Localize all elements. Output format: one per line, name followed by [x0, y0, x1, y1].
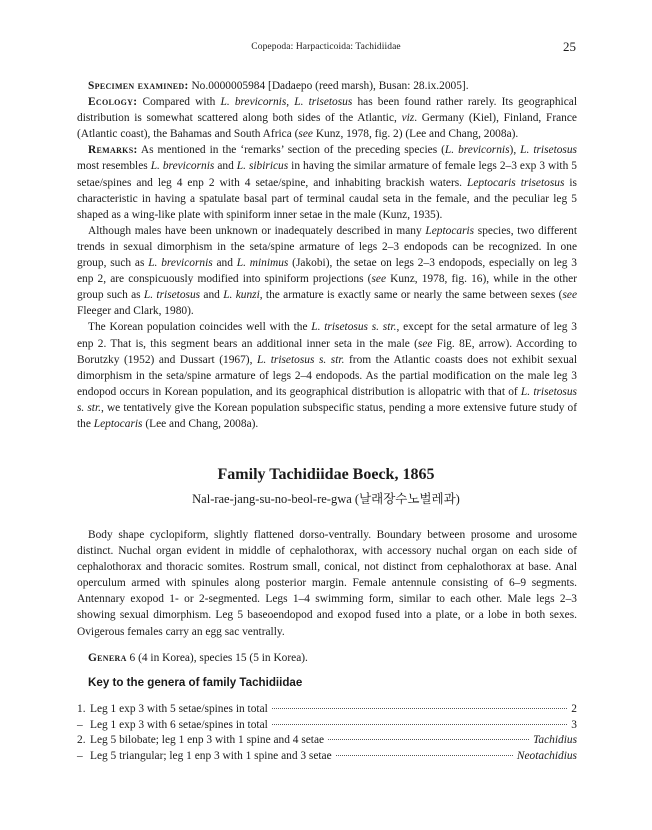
key-couplet-target: 2	[571, 703, 577, 715]
key-leader-dots	[336, 755, 513, 756]
family-subtitle: Nal-rae-jang-su-no-beol-re-gwa (날래장수노벌레과)	[192, 492, 460, 506]
key-row	[77, 718, 577, 734]
korean-population-paragraph: The Korean population coincides well with the L. trisetosus s. str., except for the setal armature of leg 3 enp 2. That is, this segment bears an additional inner seta in the male (see Fig. 8E, arrow). According to Borutzky (1952) and Dussart (1967), L. trisetosus s. str. from the Atlantic coasts does not exhibit sexual dimorphism in the seta/spine armature of legs 2–4 endopods. As the partial modification on the male leg 3 endopod occurs in Korean population, and its geographical distribution is allopatric with that of L. trisetosus s. str., we tentatively give the Korean population subspecific status, pending a more extensive future study of the Leptocaris (Lee and Chang, 2008a).	[77, 321, 577, 430]
family-title: Family Tachidiidae Boeck, 1865	[217, 466, 435, 483]
genera-label: Genera	[88, 652, 127, 664]
key-couplet-text: Leg 5 bilobate; leg 1 enp 3 with 1 spine and 4 setae	[90, 734, 325, 747]
specimen-examined-label: Specimen examined:	[88, 80, 189, 92]
key-couplet-number: 2.	[77, 734, 86, 747]
key-leader-dots	[272, 724, 568, 725]
key-couplet-text: Leg 5 triangular; leg 1 enp 3 with 1 spine and 3 setae	[90, 749, 332, 762]
key-couplet-target: Tachidius	[533, 734, 577, 747]
genera-key	[77, 676, 577, 764]
ecology-paragraph: Ecology: Compared with L. brevicornis, L. trisetosus has been found rather rarely. Its geographical distribution is somewhat scattered along both sides of the Atlantic, viz. Germany (Kiel), Finland, France (Atlantic coast), the Bahamas and South Africa (see Kunz, 1978, fig. 2) (Lee and Chang, 2008a).	[77, 96, 577, 141]
males-dimorphism-paragraph: Although males have been unknown or inadequately described in many Leptocaris species, two different trends in sexual dimorphism in the seta/spine armature of legs 2–3 endopods can be recognized. In one group, such as L. brevicornis and L. minimus (Jakobi), the setae on legs 2–3 endopods, especially on leg 3 enp 2, are conspicuously modified into spiniform projections (see Kunz, 1978, fig. 16), while in the other group such as L. trisetosus and L. kunzi, the armature is exactly same or nearly the same between sexes (see Fleeger and Clark, 1980).	[77, 224, 578, 318]
family-description	[77, 527, 577, 640]
remarks-paragraph: Remarks: As mentioned in the ‘remarks’ section of the preceding species (L. brevicornis), L. trisetosus most resembles L. brevicornis and L. sibiricus in having the similar armature of female legs 2–3 exp 3 with 5 setae/spines and leg 4 enp 2 with 4 setae/spine, and inhabiting brackish waters. Leptocaris trisetosus is characteristic in having a spatulate basal part of terminal caudal seta in the female, and the peculiar leg 5 shaped as a wing-like plate with spiniform inner setae in the male (Kunz, 1935).	[77, 144, 577, 221]
key-leader-dots	[328, 739, 529, 740]
remarks-label: Remarks:	[88, 144, 138, 157]
key-title: Key to the genera of family Tachidiidae	[88, 676, 303, 689]
key-couplet-target: 3	[571, 718, 577, 731]
genera-paragraph: Genera 6 (4 in Korea), species 15 (5 in Korea).	[88, 652, 308, 664]
key-couplet-number: –	[77, 718, 83, 731]
key-couplet-text: Leg 1 exp 3 with 5 setae/spines in total	[90, 703, 268, 715]
running-head: Copepoda: Harpacticoida: Tachidiidae	[251, 42, 401, 52]
key-couplet-number: 1.	[77, 703, 86, 715]
key-couplet-text: Leg 1 exp 3 with 6 setae/spines in total	[90, 718, 268, 731]
key-couplet-number: –	[77, 749, 83, 762]
key-leader-dots	[272, 708, 568, 709]
key-row	[77, 733, 577, 749]
key-rows	[77, 702, 577, 764]
genera-section	[77, 650, 577, 666]
key-row	[77, 702, 577, 718]
specimen-examined-paragraph: Specimen examined: No.0000005984 [Dadaepo (reed marsh), Busan: 28.ix.2005].	[88, 80, 469, 92]
key-couplet-target: Neotachidius	[516, 749, 577, 762]
key-row	[77, 749, 577, 765]
species-section	[77, 78, 577, 432]
page-number: 25	[563, 39, 576, 54]
ecology-label: Ecology:	[88, 96, 138, 109]
description-paragraph: Body shape cyclopiform, slightly flattened dorso-ventrally. Boundary between prosome and urosome distinct. Nuchal organ evident in middle of cephalothorax, with accessory nuchal organ on each side of cephalothorax and thoracic somites. Rostrum small, conical, not distinct from cephalothorax at base. Anal operculum armed with spinules along posterior margin. Female antennule consisting of 6–9 segments. Antennary exopod 1- or 2-segmented. Legs 1–4 swimming form, similar to each other. Male legs 2–3 showing sexual dimorphism. Leg 5 baseoendopod and exopod fused into a plate, or a lobe in both sexes. Ovigerous females carry an egg sac ventrally.	[77, 529, 577, 638]
